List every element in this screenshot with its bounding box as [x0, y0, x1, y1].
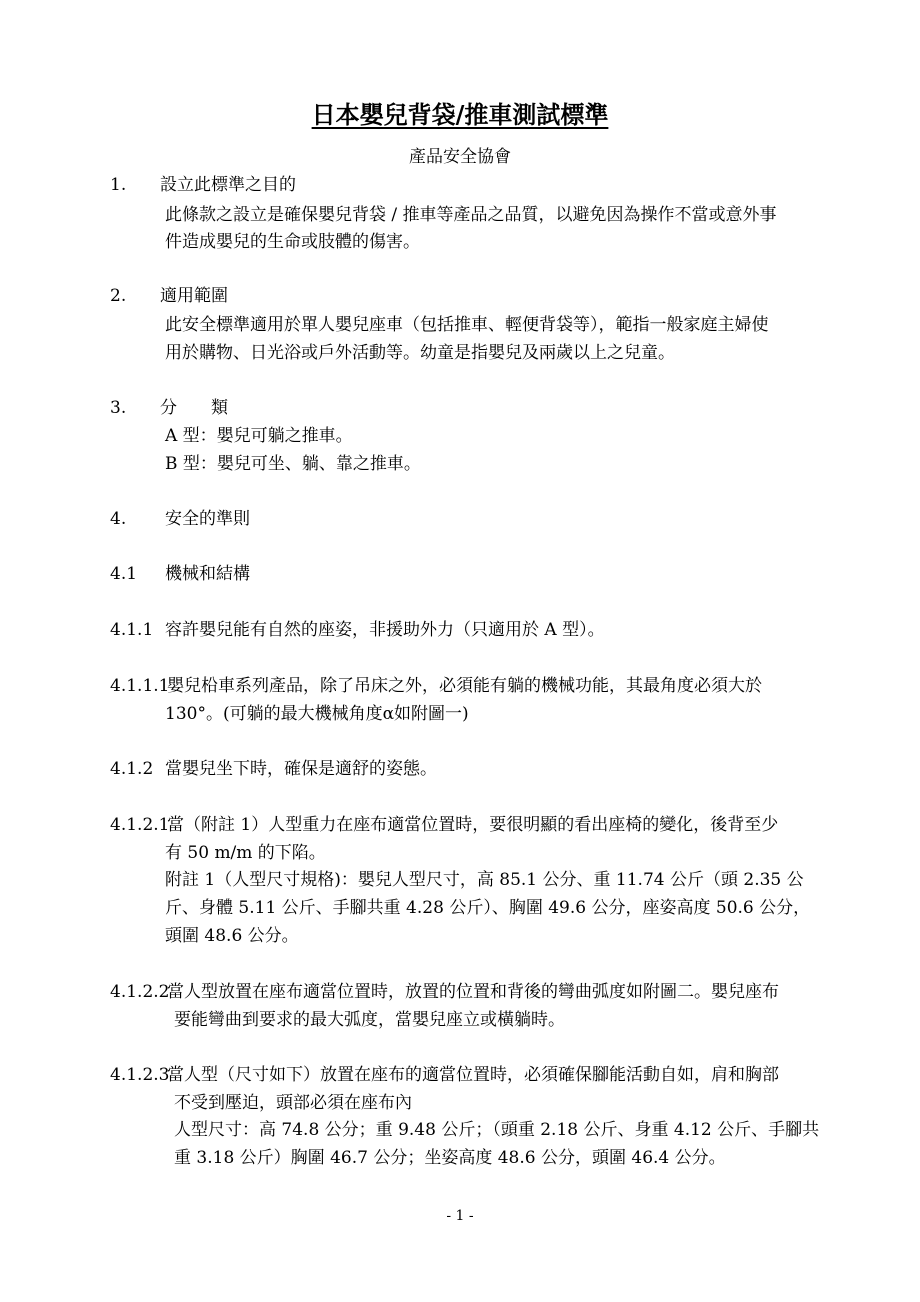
section-4-1-2-1-number: 4.1.2.1 [110, 815, 170, 835]
section-2-text-line: 用於購物、日光浴或戶外活動等。幼童是指嬰兒及兩歲以上之兒童。 [165, 343, 675, 363]
section-4-1-2-2-number: 4.1.2.2 [110, 982, 170, 1002]
section-1-text-line: 件造成嬰兒的生命或肢體的傷害。 [165, 232, 420, 252]
section-2-number: 2. [110, 286, 127, 306]
section-4-1-2-3-text-line: 不受到壓迫，頭部必須在座布內 [174, 1093, 412, 1113]
section-4-1-heading: 機械和結構 [165, 564, 250, 584]
section-4-1-2-3-text-line: 重 3.18 公斤）胸圍 46.7 公分；坐姿高度 48.6 公分，頭圍 46.4 公分。 [174, 1148, 726, 1168]
section-4-1-1-1-text-line: 嬰兒柗車系列產品，除了吊床之外，必須能有躺的機械功能，其最角度必須大於 [167, 676, 762, 696]
section-3-text-line: B 型：嬰兒可坐、躺、靠之推車。 [165, 454, 421, 474]
section-4-heading: 安全的準則 [165, 509, 250, 529]
section-4-1-2-1-note-line: 頭圍 48.6 公分。 [165, 926, 299, 946]
page-number: - 1 - [446, 1208, 474, 1224]
section-4-1-2-number: 4.1.2 [110, 759, 154, 779]
section-4-1-1-text: 容許嬰兒能有自然的座姿，非援助外力（只適用於 A 型）。 [165, 620, 605, 640]
section-4-number: 4. [110, 509, 127, 529]
section-1-text-line: 此條款之設立是確保嬰兒背袋 / 推車等產品之品質，以避免因為操作不當或意外事 [165, 205, 777, 225]
section-3-heading: 分 類 [160, 398, 228, 418]
section-4-1-2-1-note-line: 附註 1（人型尺寸規格)：嬰兒人型尺寸，高 85.1 公分、重 11.74 公斤（頭 2.35 公 [165, 870, 804, 890]
section-4-1-2-3-number: 4.1.2.3 [110, 1065, 170, 1085]
section-4-1-2-1-note-line: 斤、身體 5.11 公斤、手腳共重 4.28 公斤）、胸圍 49.6 公分，座姿高度 50.6 公分， [165, 898, 811, 918]
document-title: 日本嬰兒背袋/推車測試標準 [311, 100, 609, 129]
organization-name: 產品安全協會 [409, 147, 511, 167]
section-4-1-1-number: 4.1.1 [110, 620, 154, 640]
section-3-number: 3. [110, 398, 127, 418]
section-4-1-2-3-text-line: 人型尺寸：高 74.8 公分；重 9.48 公斤；（頭重 2.18 公斤、身重 4.12 公斤、手腳共 [174, 1120, 820, 1140]
section-1-number: 1. [110, 175, 127, 195]
section-4-1-2-3-text-line: 當人型（尺寸如下）放置在座布的適當位置時，必須確保腳能活動自如，肩和胸部 [167, 1065, 779, 1085]
section-4-1-1-1-number: 4.1.1.1 [110, 676, 170, 696]
section-2-heading: 適用範圍 [160, 286, 228, 306]
section-4-1-2-1-text-line: 當（附註 1）人型重力在座布適當位置時，要很明顯的看出座椅的變化，後背至少 [167, 815, 779, 835]
section-3-text-line: A 型：嬰兒可躺之推車。 [165, 426, 353, 446]
section-4-1-number: 4.1 [110, 564, 138, 584]
section-2-text-line: 此安全標準適用於單人嬰兒座車（包括推車、輕便背袋等），範指一般家庭主婦使 [165, 315, 769, 335]
section-4-1-2-1-text-line: 有 50 m/m 的下陷。 [165, 843, 326, 863]
section-1-heading: 設立此標準之目的 [160, 175, 296, 195]
section-4-1-2-text: 當嬰兒坐下時，確保是適舒的姿態。 [165, 759, 437, 779]
section-4-1-2-2-text-line: 當人型放置在座布適當位置時，放置的位置和背後的彎曲弧度如附圖二。嬰兒座布 [167, 982, 779, 1002]
section-4-1-2-2-text-line: 要能彎曲到要求的最大弧度，當嬰兒座立或橫躺時。 [174, 1010, 565, 1030]
section-4-1-1-1-text-line: 130°。(可躺的最大機械角度α如附圖一) [165, 704, 469, 724]
